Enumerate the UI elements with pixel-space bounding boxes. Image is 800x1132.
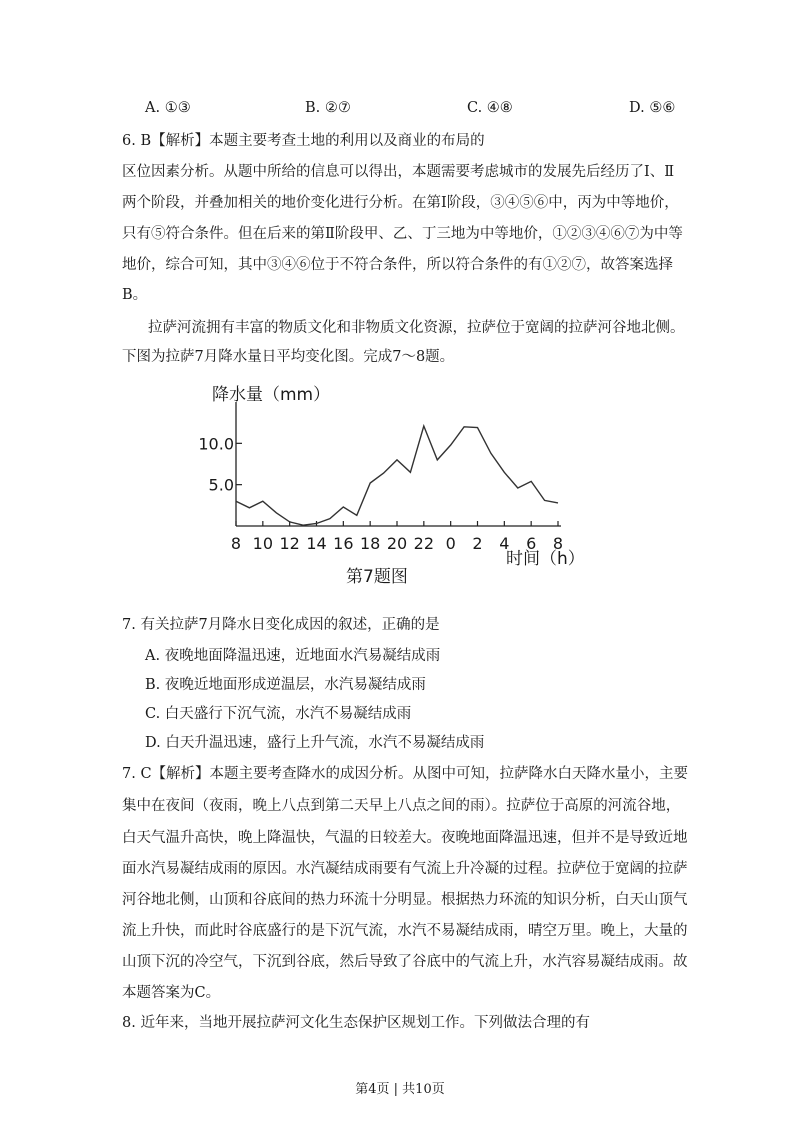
answer-6-line: B。 xyxy=(122,287,148,303)
x-tick-label: 4 xyxy=(499,534,510,553)
x-tick-label: 12 xyxy=(279,534,300,553)
answer-7-line: 山顶下沉的冷空气，下沉到谷底，然后导致了谷底中的气流上升，水汽容易凝结成雨。故 xyxy=(122,954,688,970)
q7-option-b: B. 夜晚近地面形成逆温层，水汽易凝结成雨 xyxy=(145,677,426,693)
answer-7-line: 白天气温升高快，晚上降温快，气温的日较差大。夜晚地面降温迅速，但并不是导致近地 xyxy=(122,830,688,846)
q8-stem: 8. 近年来，当地开展拉萨河文化生态保护区规划工作。下列做法合理的有 xyxy=(122,1015,590,1031)
page-footer: 第4页 | 共10页 xyxy=(355,1082,445,1097)
intro-line: 下图为拉萨7月降水量日平均变化图。完成7～8题。 xyxy=(122,349,455,365)
option-b: B. ②⑦ xyxy=(305,100,351,116)
x-tick-label: 18 xyxy=(359,534,381,553)
x-axis-label: 时间（h） xyxy=(506,549,585,569)
x-tick-label: 10 xyxy=(252,534,274,553)
q7-option-a: A. 夜晚地面降温迅速，近地面水汽易凝结成雨 xyxy=(145,648,441,664)
answer-6-line: 两个阶段，并叠加相关的地价变化进行分析。在第Ⅰ阶段，③④⑤⑥中，丙为中等地价， xyxy=(122,195,679,211)
x-tick-label: 0 xyxy=(445,534,456,553)
answer-7-line: 集中在夜间（夜雨，晚上八点到第二天早上八点之间的雨）。拉萨位于高原的河流谷地， xyxy=(122,798,681,814)
x-tick-label: 8 xyxy=(230,534,242,553)
x-tick-label: 2 xyxy=(472,534,483,553)
precipitation-line xyxy=(236,426,558,525)
precipitation-chart xyxy=(196,378,585,590)
answer-7-line: 7. C【解析】本题主要考查降水的成因分析。从图中可知，拉萨降水白天降水量小，主要 xyxy=(122,766,689,782)
answer-7-line: 流上升快，而此时谷底盛行的是下沉气流，水汽不易凝结成雨，晴空万里。晚上，大量的 xyxy=(122,923,688,939)
answer-6-line: 地价，综合可知，其中③④⑥位于不符合条件，所以符合条件的有①②⑦，故答案选择 xyxy=(122,257,673,273)
x-tick-label: 16 xyxy=(333,534,354,553)
answer-6-line: 只有⑤符合条件。但在后来的第Ⅱ阶段甲、乙、丁三地为中等地价，①②③④⑥⑦为中等 xyxy=(122,226,683,242)
option-a: A. ①③ xyxy=(145,100,191,116)
y-axis-label: 降水量（mm） xyxy=(212,385,331,405)
x-tick-label: 22 xyxy=(413,534,435,553)
option-d: D. ⑤⑥ xyxy=(629,100,676,116)
option-c: C. ④⑧ xyxy=(467,100,513,116)
answer-7-line: 本题答案为C。 xyxy=(122,985,221,1001)
y-tick-label: 5.0 xyxy=(208,475,234,495)
x-tick-label: 20 xyxy=(386,534,408,553)
x-tick-label: 6 xyxy=(526,534,537,553)
answer-6-line: 区位因素分析。从题中所给的信息可以得出，本题需要考虑城市的发展先后经历了Ⅰ、Ⅱ xyxy=(122,164,675,180)
answer-6-line: 6. B【解析】本题主要考查土地的利用以及商业的布局的 xyxy=(122,133,485,149)
answer-7-line: 面水汽易凝结成雨的原因。水汽凝结成雨要有气流上升冷凝的过程。拉萨位于宽阔的拉萨 xyxy=(122,861,688,877)
chart-svg xyxy=(196,378,585,590)
answer-7-line: 河谷地北侧，山顶和谷底间的热力环流十分明显。根据热力环流的知识分析，白天山顶气 xyxy=(122,892,688,908)
q7-option-c: C. 白天盛行下沉气流，水汽不易凝结成雨 xyxy=(145,706,412,722)
q7-option-d: D. 白天升温迅速，盛行上升气流，水汽不易凝结成雨 xyxy=(145,735,485,751)
x-tick-label: 14 xyxy=(306,534,327,553)
q6-options xyxy=(145,100,676,122)
chart-caption: 第7题图 xyxy=(346,567,408,587)
x-tick-label: 8 xyxy=(552,534,564,553)
intro-line: 拉萨河流拥有丰富的物质文化和非物质文化资源，拉萨位于宽阔的拉萨河谷地北侧。 xyxy=(148,320,685,336)
y-tick-label: 10.0 xyxy=(198,434,234,454)
q7-stem: 7. 有关拉萨7月降水日变化成因的叙述，正确的是 xyxy=(122,617,440,633)
